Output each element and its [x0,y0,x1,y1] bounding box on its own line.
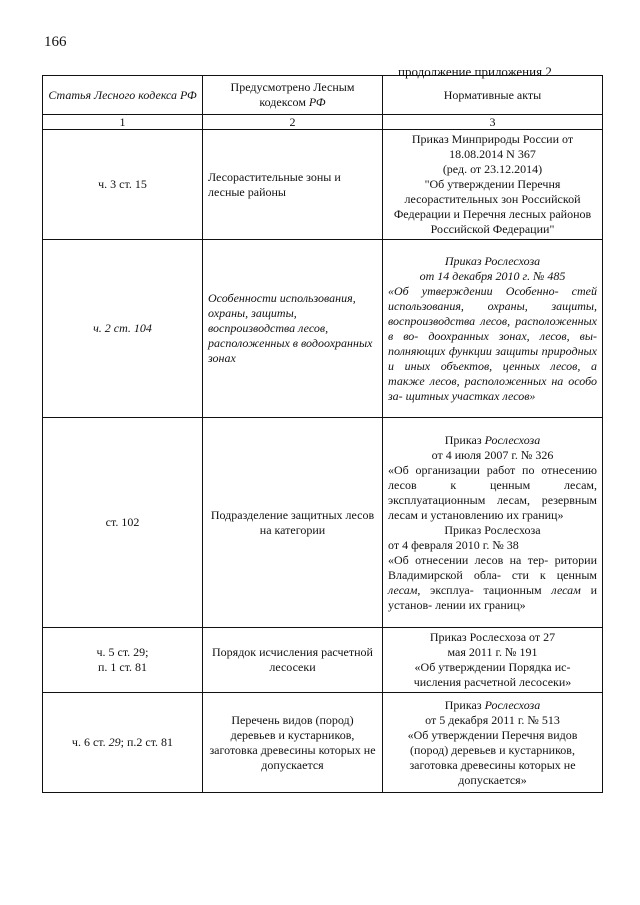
act-line: Приказ Рослесхоза от 27 [429,630,556,644]
article-cell: ч. 5 ст. 29; п. 1 ст. 81 [43,628,203,693]
act-line: заготовка древесины которых не [409,757,576,772]
article-cell: ст. 102 [43,418,203,628]
provision-cell: Подразделение защитных лесов на категории [203,418,383,628]
column-number: 2 [203,115,383,130]
article-cell: ч. 6 ст. 29; п.2 ст. 81 [43,693,203,793]
acts-cell [383,693,603,793]
act-line: Приказ Рослесхоза [444,697,541,712]
table-row [43,418,603,628]
acts-cell [383,628,603,693]
act-line: «Об утверждении Перечня видов [407,727,578,742]
table-row [43,693,603,793]
provision-cell: Перечень видов (пород) деревьев и кустарников, заготовка древесины которых не допускается [203,693,383,793]
acts-cell [383,418,603,628]
header-provision: Предусмотрено Лесным кодексом РФ [203,76,383,115]
act-line: допускается» [458,772,527,787]
act-title: Приказ Рослесхоза [444,432,541,447]
header-row [43,76,603,115]
act-line: Российской Федерации" [430,222,555,236]
act-date: от 14 декабря 2010 г. № 485 [419,268,566,283]
page-number: 166 [44,34,67,50]
act-line: «Об утверждении Порядка ис- [414,660,571,674]
column-number: 3 [383,115,603,130]
article-cell: ч. 2 ст. 104 [43,240,203,418]
act-title: Приказ Рослесхоза [444,522,541,537]
regulations-table [42,75,603,793]
act-body: «Об отнесении лесов на тер- ритории Владимирской обла- сти к ценным лесам, эксплуа- тационным лесам и установ- лении их границ» [388,552,597,612]
table-row [43,130,603,240]
table-row [43,628,603,693]
act-title: Приказ Рослесхоза [444,253,541,268]
act-line: числения расчетной лесосеки» [413,675,572,689]
continuation-note: продолжение приложения 2 [398,64,552,79]
act-line: 18.08.2014 N 367 [449,147,536,161]
provision-cell: Лесорастительные зоны и лесные районы [203,130,383,240]
act-body: «Об организации работ по отнесению лесов к ценным лесам, эксплуатационным лесам, резервным лесам и установлению их границ» [388,462,597,522]
header-acts: Нормативные акты [383,76,603,115]
acts-cell [383,130,603,240]
act-line: "Об утверждении Перечня [424,177,561,191]
act-date: от 4 февраля 2010 г. № 38 [388,537,519,552]
act-line: от 5 декабря 2011 г. № 513 [425,712,560,727]
header-article: Статья Лесного кодекса РФ [43,76,203,115]
column-number-row [43,115,603,130]
article-cell: ч. 3 ст. 15 [43,130,203,240]
act-date: от 4 июля 2007 г. № 326 [431,447,554,462]
act-line: (пород) деревьев и кустарников, [410,742,575,757]
provision-cell: Порядок исчисления расчетной лесосеки [203,628,383,693]
table-row [43,240,603,418]
act-line: мая 2011 г. № 191 [447,645,538,659]
act-line: Федерации и Перечня лесных районов [393,207,592,221]
act-line: Приказ Минприроды России от [411,132,574,146]
act-body: «Об утверждении Особенно- стей использования, охраны, защиты, воспроизводства лесов, расположенных в во- доохранных зонах, лесов, вы- полняющих функции защиты природных и иных объектов, ценных лесов, а также лесов, расположенных на особо за- щитных участках лесов» [388,283,597,403]
act-line: лесорастительных зон Российской [404,192,581,206]
acts-cell [383,240,603,418]
provision-cell: Особенности использования, охраны, защиты, воспроизводства лесов, расположенных в водоохранных зонах [203,240,383,418]
column-number: 1 [43,115,203,130]
act-line: (ред. от 23.12.2014) [442,162,543,176]
